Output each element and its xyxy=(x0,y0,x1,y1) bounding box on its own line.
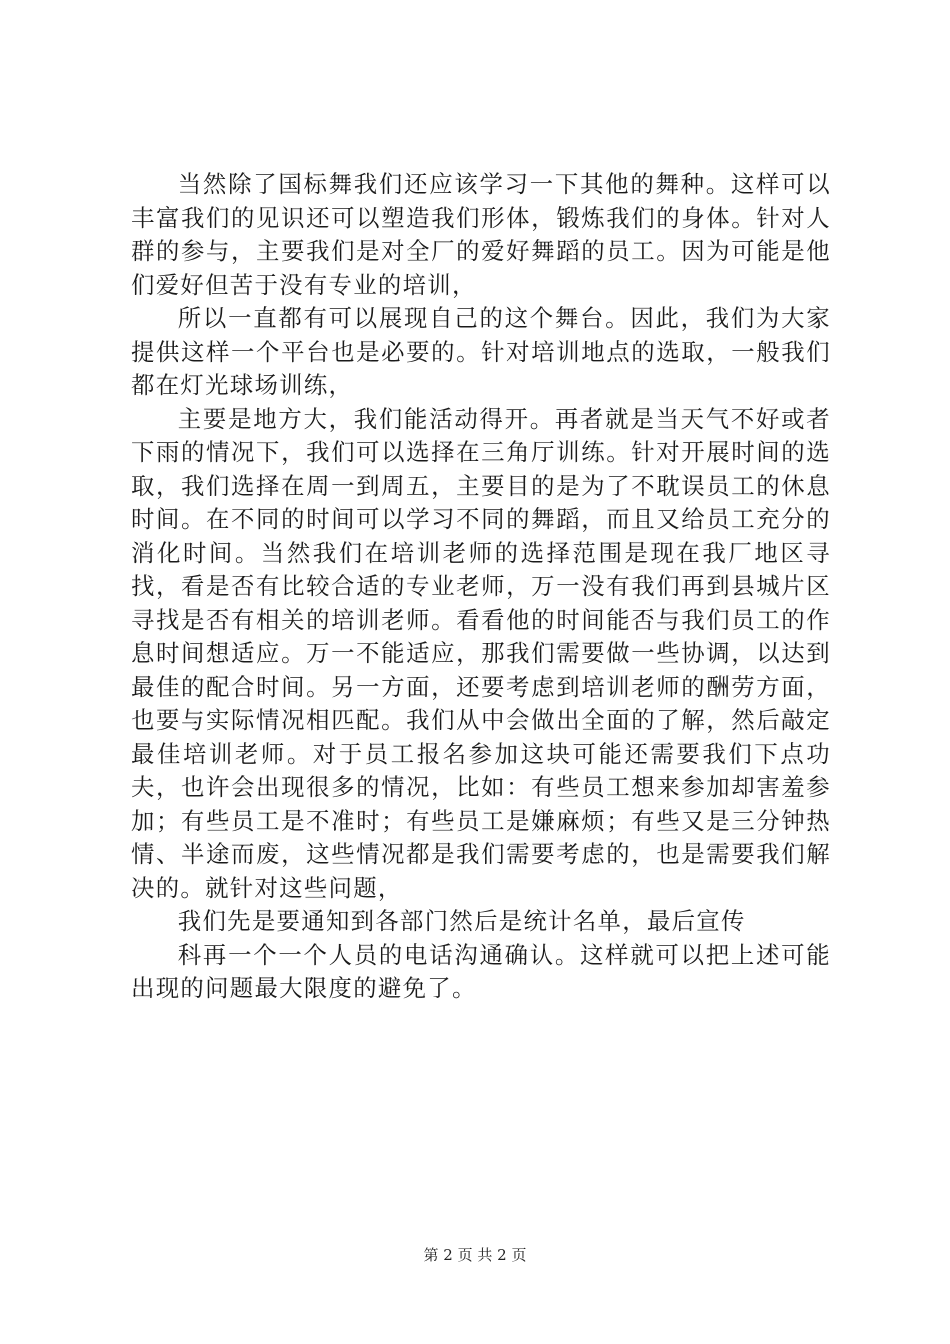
paragraph-3: 主要是地方大，我们能活动得开。再者就是当天气不好或者下雨的情况下，我们可以选择在三角厅训练。针对开展时间的选取，我们选择在周一到周五，主要目的是为了不耽误员工的休息时间。在不同的时间可以学习不同的舞蹈，而且又给员工充分的消化时间。当然我们在培训老师的选择范围是现在我厂地区寻找，看是否有比较合适的专业老师，万一没有我们再到县城片区寻找是否有相关的培训老师。看看他的时间能否与我们员工的作息时间想适应。万一不能适应，那我们需要做一些协调，以达到最佳的配合时间。另一方面，还要考虑到培训老师的酬劳方面，也要与实际情况相匹配。我们从中会做出全面的了解，然后敲定最佳培训老师。对于员工报名参加这块可能还需要我们下点功夫，也许会出现很多的情况，比如：有些员工想来参加却害羞参加；有些员工是不准时；有些员工是嫌麻烦；有些又是三分钟热情、半途而废，这些情况都是我们需要考虑的，也是需要我们解决的。就针对这些问题， xyxy=(131,404,831,902)
page-number-footer: 第 2 页 共 2 页 xyxy=(423,1246,527,1264)
paragraph-4: 我们先是要通知到各部门然后是统计名单，最后宣传 xyxy=(177,907,746,935)
paragraph-2: 所以一直都有可以展现自己的这个舞台。因此，我们为大家提供这样一个平台也是必要的。针对培训地点的选取，一般我们都在灯光球场训练， xyxy=(131,304,831,399)
document-body xyxy=(131,168,831,1006)
paragraph-1: 当然除了国标舞我们还应该学习一下其他的舞种。这样可以丰富我们的见识还可以塑造我们形体，锻炼我们的身体。针对人群的参与，主要我们是对全厂的爱好舞蹈的员工。因为可能是他们爱好但苦于没有专业的培训， xyxy=(131,170,831,299)
paragraph-5: 科再一个一个人员的电话沟通确认。这样就可以把上述可能出现的问题最大限度的避免了。 xyxy=(131,940,831,1002)
